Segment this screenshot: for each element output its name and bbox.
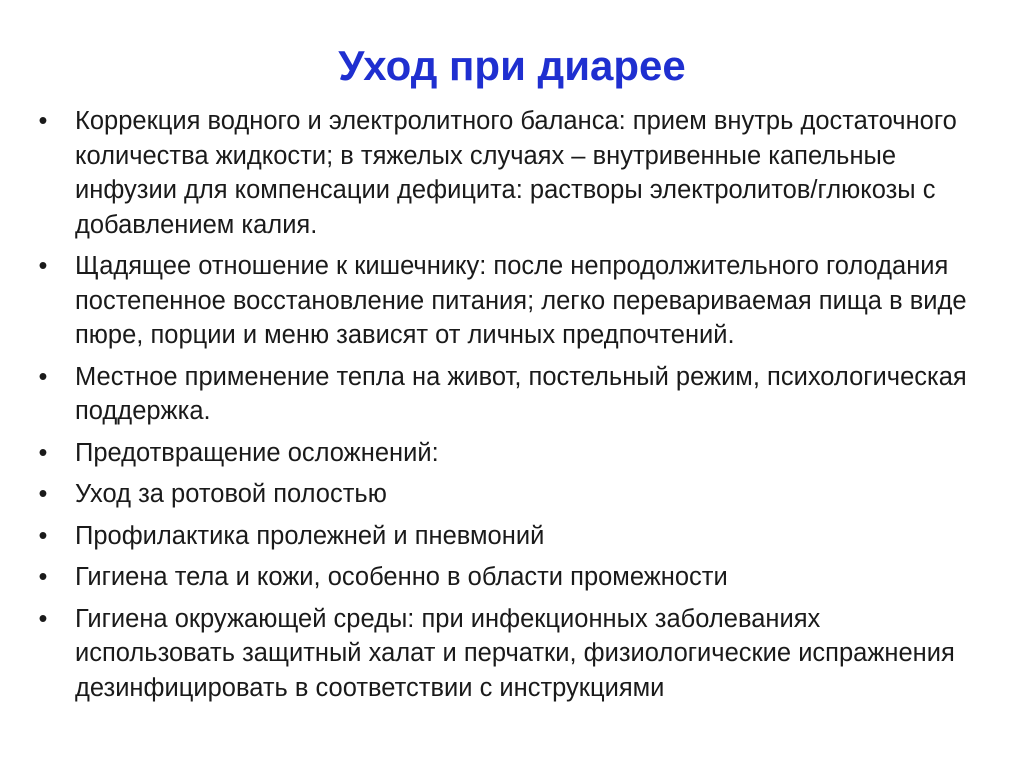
list-item <box>0 560 1024 595</box>
list-item-text: Гигиена окружающей среды: при инфекционных заболеваниях использовать защитный халат и перчатки, физиологические испражнения дезинфицировать в соответствии с инструкциями <box>75 604 955 702</box>
bullet-icon: • <box>38 362 48 391</box>
bullet-icon: • <box>38 107 48 135</box>
list-item-text: Коррекция водного и электролитного баланса: прием внутрь достаточного количества жидкости; в тяжелых случаях – внутривенные капельные инфузии для компенсации дефицита: растворы электролитов/глюкозы с добавлением калия. <box>75 107 957 239</box>
list-item <box>0 360 1024 429</box>
bullet-icon: • <box>38 563 48 591</box>
list-item-text: Местное применение тепла на живот, постельный режим, психологическая поддержка. <box>75 362 967 425</box>
list-item <box>0 104 1024 242</box>
list-item <box>0 477 1024 512</box>
list-item <box>0 602 1024 706</box>
list-item-text: Гигиена тела и кожи, особенно в области промежности <box>75 563 728 591</box>
bullet-icon: • <box>38 521 48 550</box>
list-item-text: Щадящее отношение к кишечнику: после непродолжительного голодания постепенное восстановление питания; легко перевариваемая пища в виде пюре, порции и меню зависят от личных предпочтений. <box>75 252 967 349</box>
list-item <box>0 249 1024 353</box>
list-item-text: Профилактика пролежней и пневмоний <box>75 521 545 550</box>
list-item <box>0 519 1024 554</box>
bullet-list <box>0 104 1024 712</box>
list-item <box>0 436 1024 471</box>
slide-title: Уход при диарее <box>338 42 686 89</box>
list-item-text: Предотвращение осложнений: <box>75 438 439 467</box>
bullet-icon: • <box>38 438 48 467</box>
bullet-icon: • <box>38 604 48 633</box>
bullet-icon: • <box>38 252 48 280</box>
bullet-icon: • <box>38 480 48 508</box>
list-item-text: Уход за ротовой полостью <box>75 480 387 508</box>
